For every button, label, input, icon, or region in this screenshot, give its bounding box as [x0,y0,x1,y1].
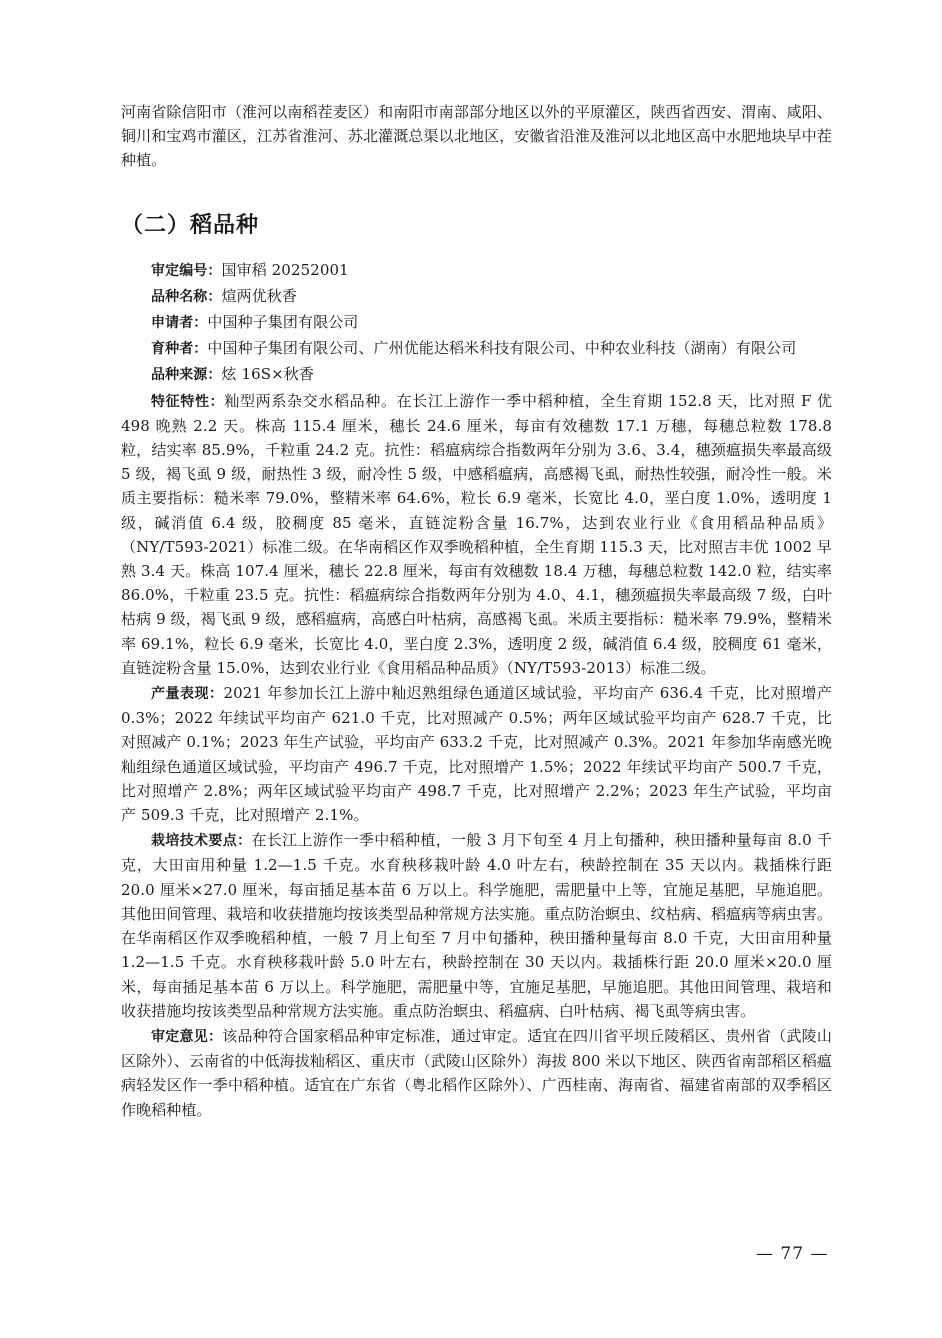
page-number: — 77 — [756,1244,829,1264]
section-title: （二）稻品种 [121,212,260,238]
field-label: 品种来源： [151,367,222,384]
field-label: 申请者： [151,315,208,332]
field-label: 育种者： [151,341,208,358]
field-value: 2021 年参加长江上游中籼迟熟组绿色通道区域试验，平均亩产 636.4 千克，比对照增产 0.3%；2022 年续试平均亩产 621.0 千克，比对照减产 0.5%；两年区域试验平均亩产 628.7 千克，比对照减产 0.1%；2023 年生产试验，平均亩产 633.2 千克，比对照减产 0.3%。2021 年参加华南感光晚籼组绿色通道区域试验，平均亩产 496.7 千克，比对照增产 1.5%；2022 年续试平均亩产 500.7 千克，比对照增产 2.8%；两年区域试验平均亩产 498.7 千克，比对照增产 2.2%；2023 年生产试验，平均亩产 509.3 千克，比对照增产 2.1%。 [121,684,832,825]
field-value: 中国种子集团有限公司 [207,313,359,332]
field-label: 审定编号： [151,262,222,279]
field-label: 品种名称： [151,288,222,305]
field-cultivation [121,828,832,1023]
field-value: 国审稻 20252001 [221,260,349,279]
field-label: 审定意见： [151,1028,223,1045]
intro-paragraph: 河南省除信阳市（淮河以南稻茬麦区）和南阳市南部部分地区以外的平原灌区，陕西省西安、渭南、咸阳、铜川和宝鸡市灌区，江苏省淮河、苏北灌溉总渠以北地区，安徽省沿淮及淮河以北地区高中水肥地块早中茬种植。 [121,103,832,170]
field-label: 特征特性： [151,393,225,410]
field-label: 栽培技术要点： [151,833,252,850]
field-applicant [121,310,832,335]
field-origin [121,362,832,387]
field-value: 炫 16S×秋香 [221,365,314,384]
field-breeder [121,336,832,361]
field-value: 该品种符合国家稻品种审定标准，通过审定。适宜在四川省平坝丘陵稻区、贵州省（武陵山区除外）、云南省的中低海拔籼稻区、重庆市（武陵山区除外）海拔 800 米以下地区、陕西省南部稻区稻瘟病轻发区作一季中稻种植。适宜在广东省（粤北稻作区除外）、广西桂南、海南省、福建省南部的双季稻区作晚稻种植。 [121,1026,833,1119]
field-value: 籼型两系杂交水稻品种。在长江上游作一季中稻种植，全生育期 152.8 天，比对照 F 优 498 晚熟 2.2 天。株高 115.4 厘米，穗长 24.6 厘米，每亩有效穗数 17.1 万穗，每穗总粒数 178.8 粒，结实率 85.9%，千粒重 24.2 克。抗性：稻瘟病综合指数两年分别为 3.6、3.4，穗颈瘟损失率最高级 5 级，褐飞虱 9 级，耐热性 3 级，耐冷性 5 级，中感稻瘟病，高感褐飞虱，耐热性较强，耐冷性一般。米质主要指标：糙米率 79.0%，整精米率 64.6%，粒长 6.9 毫米，长宽比 4.0，垩白度 1.0%，透明度 1 级，碱消值 6.4 级，胶稠度 85 毫米，直链淀粉含量 16.7%，达到农业行业《食用稻品种品质》（NY/T593-2021）标准二级。在华南稻区作双季晚稻种植，全生育期 115.3 天，比对照吉丰优 1002 早熟 3.4 天。株高 107.4 厘米，穗长 22.8 厘米，每亩有效穗数 18.4 万穗，每穗总粒数 142.0 粒，结实率 86.0%，千粒重 23.5 克。抗性：稻瘟病综合指数两年分别为 4.0、4.1，穗颈瘟损失率最高级 7 级，白叶枯病 9 级，褐飞虱 9 级，感稻瘟病，高感白叶枯病，高感褐飞虱。米质主要指标：糙米率 79.9%，整精米率 69.1%，粒长 6.9 毫米，长宽比 4.0，垩白度 2.3%，透明度 2 级，碱消值 6.4 级，胶稠度 61 毫米，直链淀粉含量 15.0%，达到农业行业《食用稻品种品质》（NY/T593-2013）标准二级。 [121,391,833,677]
field-value: 煊两优秋香 [221,286,298,305]
field-label: 产量表现： [151,686,224,703]
field-variety-name [121,284,832,309]
field-approval-no [121,258,832,283]
field-opinion [121,1024,832,1122]
document-body [121,100,832,1122]
field-value: 中国种子集团有限公司、广州优能达稻米科技有限公司、中种农业科技（湖南）有限公司 [207,339,797,358]
field-characteristics [121,389,832,680]
field-value: 在长江上游作一季中稻种植，一般 3 月下旬至 4 月上旬播种，秧田播种量每亩 8.0 千克，大田亩用种量 1.2—1.5 千克。水育秧移栽叶龄 4.0 叶左右，秧龄控制在 35 天以内。栽插株行距 20.0 厘米×27.0 厘米，每亩插足基本苗 6 万以上。科学施肥，需肥量中上等，宜施足基肥，早施追肥。其他田间管理、栽培和收获措施均按该类型品种常规方法实施。重点防治螟虫、纹枯病、稻瘟病等病虫害。在华南稻区作双季晚稻种植，一般 7 月上旬至 7 月中旬播种，秧田播种量每亩 8.0 千克，大田亩用种量 1.2—1.5 千克。水育秧移栽叶龄 5.0 叶左右，秧龄控制在 30 天以内。栽插株行距 20.0 厘米×20.0 厘米，每亩插足基本苗 6 万以上。科学施肥，需肥量中等，宜施足基肥，早施追肥。其他田间管理、栽培和收获措施均按该类型品种常规方法实施。重点防治螟虫、稻瘟病、白叶枯病、褐飞虱等病虫害。 [121,831,832,1020]
field-yield [121,681,832,827]
